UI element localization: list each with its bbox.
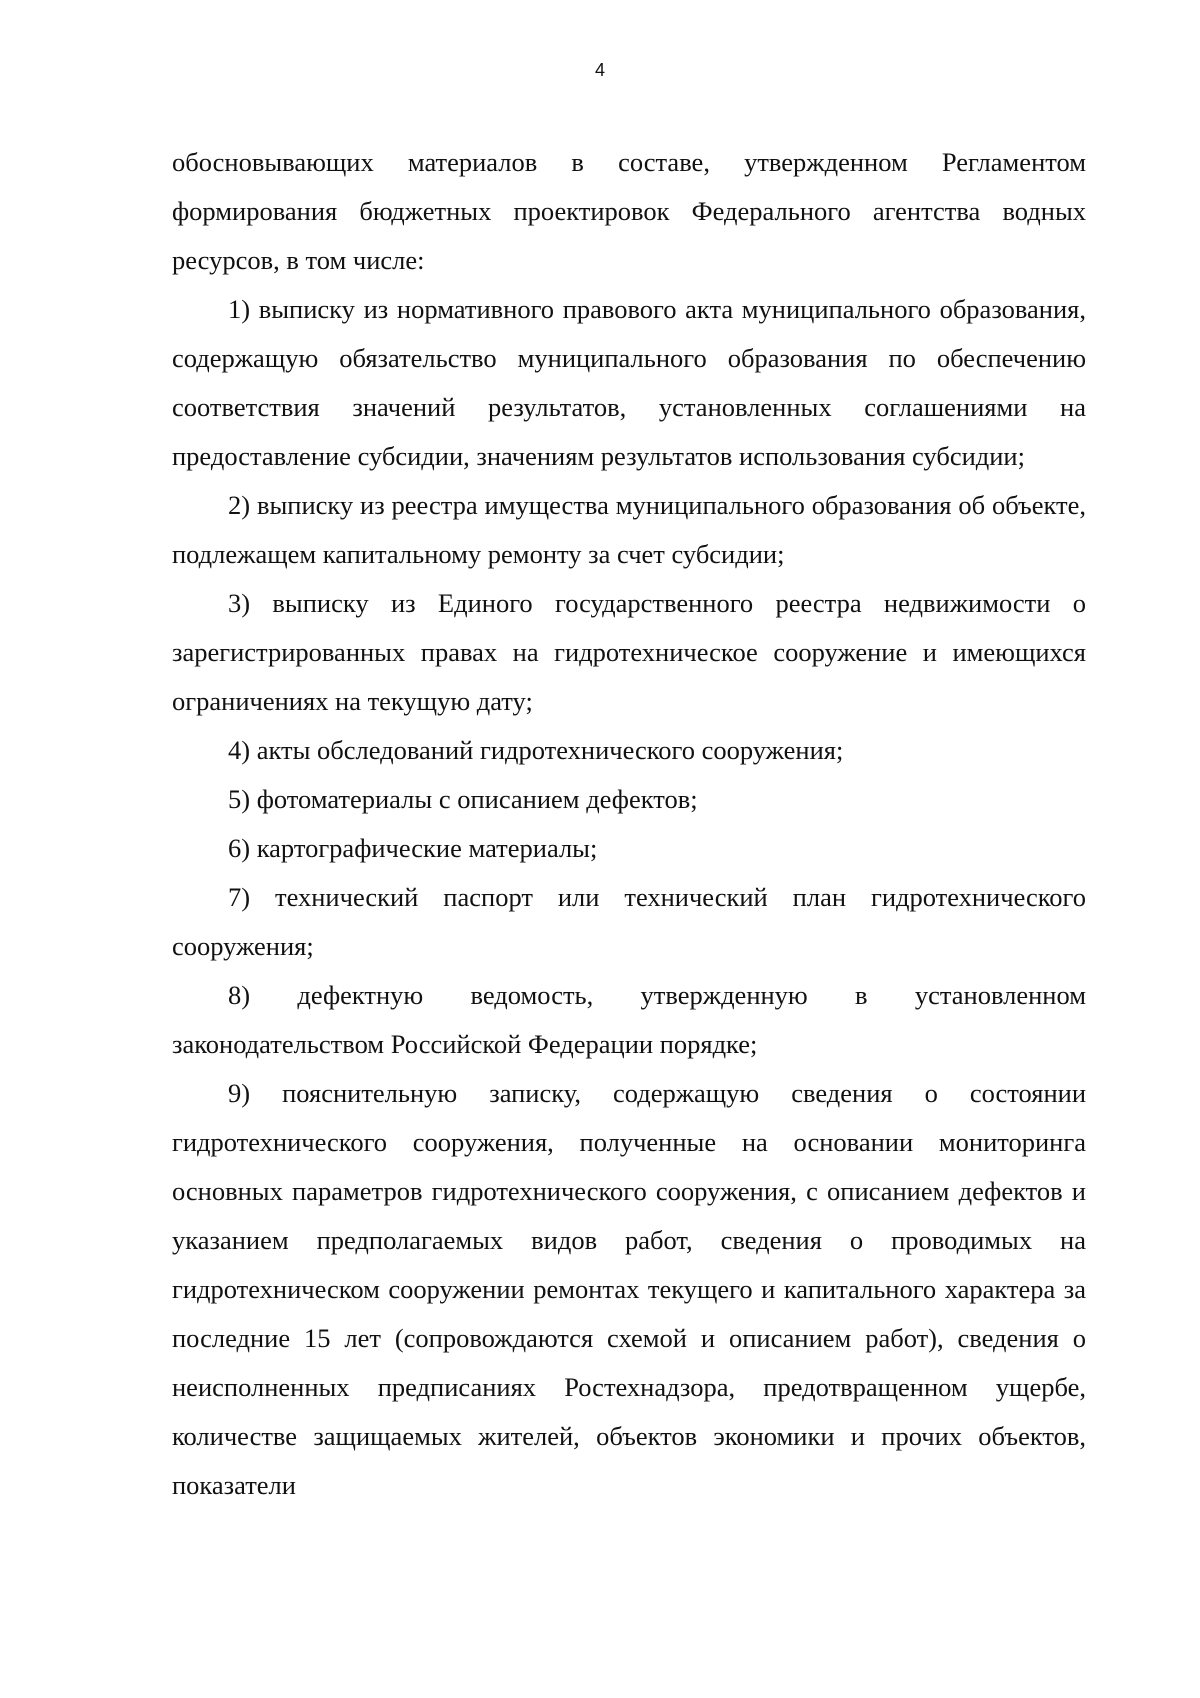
list-item-4: 4) акты обследований гидротехнического сооружения; — [228, 735, 844, 765]
list-item-6: 6) картографические материалы; — [228, 833, 598, 863]
list-item-9: 9) пояснительную записку, содержащую сведения о состоянии гидротехнического сооружения, полученные на основании мониторинга основных параметров гидротехнического сооружения, с описанием дефектов и указанием предполагаемых видов работ, сведения о проводимых на гидротехническом сооружении ремонтах текущего и капитального характера за последние 15 лет (сопровождаются схемой и описанием работ), сведения о неисполненных предписаниях Ростехнадзора, предотвращенном ущербе, количестве защищаемых жителей, объектов экономики и прочих объектов, показатели — [172, 1078, 1086, 1500]
list-item-2: 2) выписку из реестра имущества муниципального образования об объекте, подлежащем капитальному ремонту за счет субсидии; — [172, 490, 1086, 569]
list-item-5: 5) фотоматериалы с описанием дефектов; — [228, 784, 698, 814]
page-number: 4 — [594, 60, 605, 80]
list-item-8: 8) дефектную ведомость, утвержденную в установленном законодательством Российской Федерации порядке; — [172, 980, 1086, 1059]
intro-paragraph: обосновывающих материалов в составе, утвержденном Регламентом формирования бюджетных проектировок Федерального агентства водных ресурсов, в том числе: — [172, 147, 1086, 275]
list-item-7: 7) технический паспорт или технический план гидротехнического сооружения; — [172, 882, 1086, 961]
list-item-3: 3) выписку из Единого государственного реестра недвижимости о зарегистрированных правах на гидротехническое сооружение и имеющихся ограничениях на текущую дату; — [172, 588, 1086, 716]
document-body — [172, 138, 1086, 1510]
list-item-1: 1) выписку из нормативного правового акта муниципального образования, содержащую обязательство муниципального образования по обеспечению соответствия значений результатов, установленных соглашениями на предоставление субсидии, значениям результатов использования субсидии; — [172, 294, 1086, 471]
